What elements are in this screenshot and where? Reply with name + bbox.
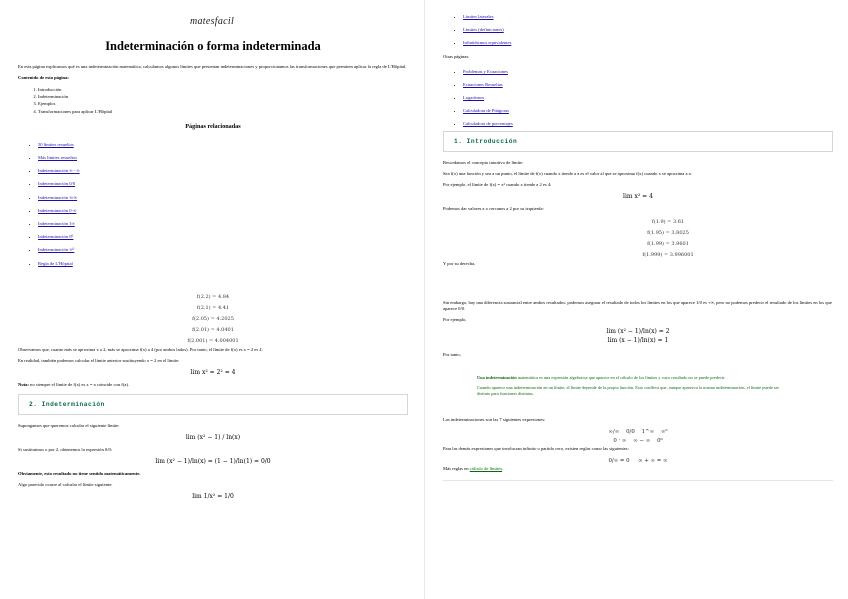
indet-item: 0 · ∞ — [613, 437, 627, 444]
limit-question: lim (x² − 1) / ln(x) — [185, 433, 241, 441]
more-rules-text: Más reglas en — [443, 465, 469, 471]
seven-indeterminations-text: Las indeterminaciones son las 7 siguientes expresiones: — [443, 416, 546, 422]
right-side-text: Y por su derecha, — [443, 260, 476, 266]
related-list — [18, 138, 408, 270]
contents-item[interactable]: 3. Ejemplos — [38, 100, 408, 107]
contents-heading: Contenido de esta página: — [18, 75, 69, 80]
note — [18, 382, 408, 388]
value-row: f(1.999) = 3.996001 — [642, 251, 694, 258]
indet-item: ∞⁰ — [660, 428, 668, 435]
definition-box-1-bold: Una indeterminación — [477, 374, 517, 380]
indet-item: 0/0 — [626, 428, 635, 435]
note-label: Nota: — [18, 381, 29, 387]
therefore-text: Por tanto, — [443, 351, 461, 357]
definition-text: Sea f(x) una función y sea a un punto, el límite de f(x) cuando x tiende a a es el valor al que se aproxima f(x) cuando x se aproxima a a. — [443, 170, 692, 176]
related-link[interactable]: Indeterminación 0⁰ — [38, 234, 74, 240]
related-link[interactable]: Regla de L'Hôpital — [38, 260, 73, 266]
intro-paragraph: En esta página explicamos qué es una indeterminación matemática, calculamos algunos límites que presentan indeterminaciones y proporcionamos las transformaciones que permiten aplicar la regla de L'Hôpital. — [18, 64, 407, 69]
site-logo[interactable]: matesfacil — [189, 16, 235, 27]
related-link[interactable]: Indeterminación ∞/∞ — [38, 194, 78, 200]
note-text: no siempre el límite de f(x) es x = a coincide con f(a). — [30, 381, 130, 387]
definition-box-1-text: matemática es una expresión algebraica que aparece en el cálculo de los límites y cuyo resultado no se puede predecir. — [517, 374, 726, 380]
divider — [443, 480, 833, 481]
observation-text: Observamos que, cuanto más se aproxima x a 2, más se aproxima f(x) a 4 (por ambos lados). Por tanto, el límite de f(x) es x = 2 es 4. — [18, 346, 263, 352]
obvious-text: Obviamente, esto resultado no tiene sentido matemáticamente. — [18, 470, 141, 476]
contents-list — [18, 86, 408, 115]
definition-box-2: Cuando aparece una indeterminación en un límite, el límite depende de la propia función. Esto conlleva que, aunque aparezca la misma indeterminación, el límite puede ser distinto para funciones distintas. — [477, 384, 779, 396]
related-link[interactable]: Indeterminación ∞⁰ — [38, 247, 75, 253]
more-rules: Más reglas en cálculo de límites. — [443, 465, 504, 471]
similar-text: Algo parecido ocurre al calcular el límite siguiente: — [18, 481, 113, 487]
substitution-text: Si sustituimos x por 2, obtenemos la expresión 0/0: — [18, 446, 113, 452]
rule-item: ∞ + ∞ = ∞ — [638, 457, 668, 464]
value-row: f(2.001) = 4.004001 — [187, 337, 239, 344]
related-link[interactable]: Indeterminación ∞ - ∞ — [38, 168, 80, 174]
however-text: Sin embargo, hay una diferencia sustancial entre ambos resultados: podemos asegurar el resultado de todos los límites en los que aparece 1/0 es +∞, pero no podemos predecir el resultado de los límites en los que aparece 0/0. — [443, 299, 832, 311]
value-row: f(1.95) = 3.8025 — [647, 229, 689, 236]
value-row: f(1.99) = 3.9601 — [647, 240, 689, 247]
limit-b: lim (x − 1)/ln(x) = 1 — [607, 336, 669, 344]
limit-example: lim x² = 4 — [623, 192, 653, 200]
related-link[interactable]: Indeterminación 1∞ — [38, 221, 75, 227]
section-header-introduccion: 1. Introducción — [443, 131, 833, 152]
suppose-text: Supongamos que queremos calcular el siguiente límite: — [18, 422, 120, 428]
recall-text: Recordamos el concepto intuitivo de límite: — [443, 159, 524, 165]
contents-item[interactable]: 2. Indeterminación — [38, 93, 408, 100]
limit-evaluation: lim x² = 2² = 4 — [190, 368, 236, 376]
limit-substitution: lim (x² − 1)/ln(x) = (1 − 1)/ln(1) = 0/0 — [155, 457, 271, 465]
related-heading: Páginas relacionadas — [185, 122, 241, 130]
top-link[interactable]: Límites (definiciones) — [463, 27, 504, 33]
top-link[interactable]: Límites laterales — [463, 14, 494, 19]
other-links — [443, 65, 833, 131]
rules-intro-text: Para las demás expresiones que involucran infinito o partido cero, existen reglas como las siguientes: — [443, 445, 629, 451]
other-link[interactable]: Calculadora de Pitágoras — [463, 108, 509, 114]
left-values-intro: Podemos dar valores a x cercanos a 2 por su izquierda: — [443, 205, 544, 211]
section-header-indeterminacion: 2. Indeterminación — [18, 394, 408, 415]
indeterminations-list — [443, 428, 833, 446]
indet-item: 1^∞ — [641, 428, 655, 435]
limit-a: lim (x² − 1)/ln(x) = 2 — [606, 327, 670, 335]
value-row: f(2.2) = 4.84 — [196, 293, 230, 300]
reality-text: En realidad, también podemos calcular el límite anterior sustituyendo x = 2 en el límite: — [18, 357, 180, 363]
top-link[interactable]: Infinitésimos equivalentes — [463, 40, 512, 46]
related-link[interactable]: Más límites resueltos — [38, 155, 78, 161]
definition-box-1 — [443, 375, 833, 381]
example-text: Por ejemplo, el límite de f(x) = x² cuando x tiende a 2 es 4: — [443, 181, 552, 187]
other-link[interactable]: Logaritmos — [463, 95, 485, 101]
indet-item: ∞/∞ — [608, 428, 620, 435]
indet-item: 0⁰ — [657, 437, 663, 444]
contents-item[interactable]: 1. Introducción — [38, 86, 408, 93]
contents-item[interactable]: 4. Transformaciones para aplicar L'Hôpital — [38, 108, 408, 115]
top-links — [443, 10, 833, 50]
value-row: f(2.01) = 4.0401 — [192, 326, 234, 333]
rules-list — [443, 457, 833, 466]
example2-text: Por ejemplo, — [443, 316, 467, 322]
right-page — [424, 0, 848, 599]
related-link[interactable]: Indeterminación 0/0 — [38, 181, 76, 187]
rule-item: 0/∞ = 0 — [608, 457, 630, 464]
right-values-table — [18, 292, 408, 347]
value-row: f(2.1) = 4.41 — [196, 304, 230, 311]
value-row: f(1.9) = 3.61 — [651, 218, 685, 225]
other-link[interactable]: Problemas y Ecuaciones — [463, 68, 508, 74]
other-link[interactable]: Calculadora de porcentajes — [463, 121, 513, 127]
other-heading: Otras páginas: — [443, 53, 470, 59]
value-row: f(2.05) = 4.2025 — [192, 315, 234, 322]
indet-item: ∞ − ∞ — [633, 437, 651, 444]
related-link[interactable]: 50 límites resueltos — [38, 141, 74, 147]
other-link[interactable]: Ecuaciones Resueltas — [463, 81, 503, 87]
left-values-table — [443, 217, 833, 261]
page-title: Indeterminación o forma indeterminada — [105, 39, 321, 53]
limit-last: lim 1/x² = 1/0 — [192, 492, 234, 500]
related-link[interactable]: Indeterminación 0·∞ — [38, 207, 77, 213]
limits-calc-link[interactable]: cálculo de límites — [469, 465, 503, 471]
